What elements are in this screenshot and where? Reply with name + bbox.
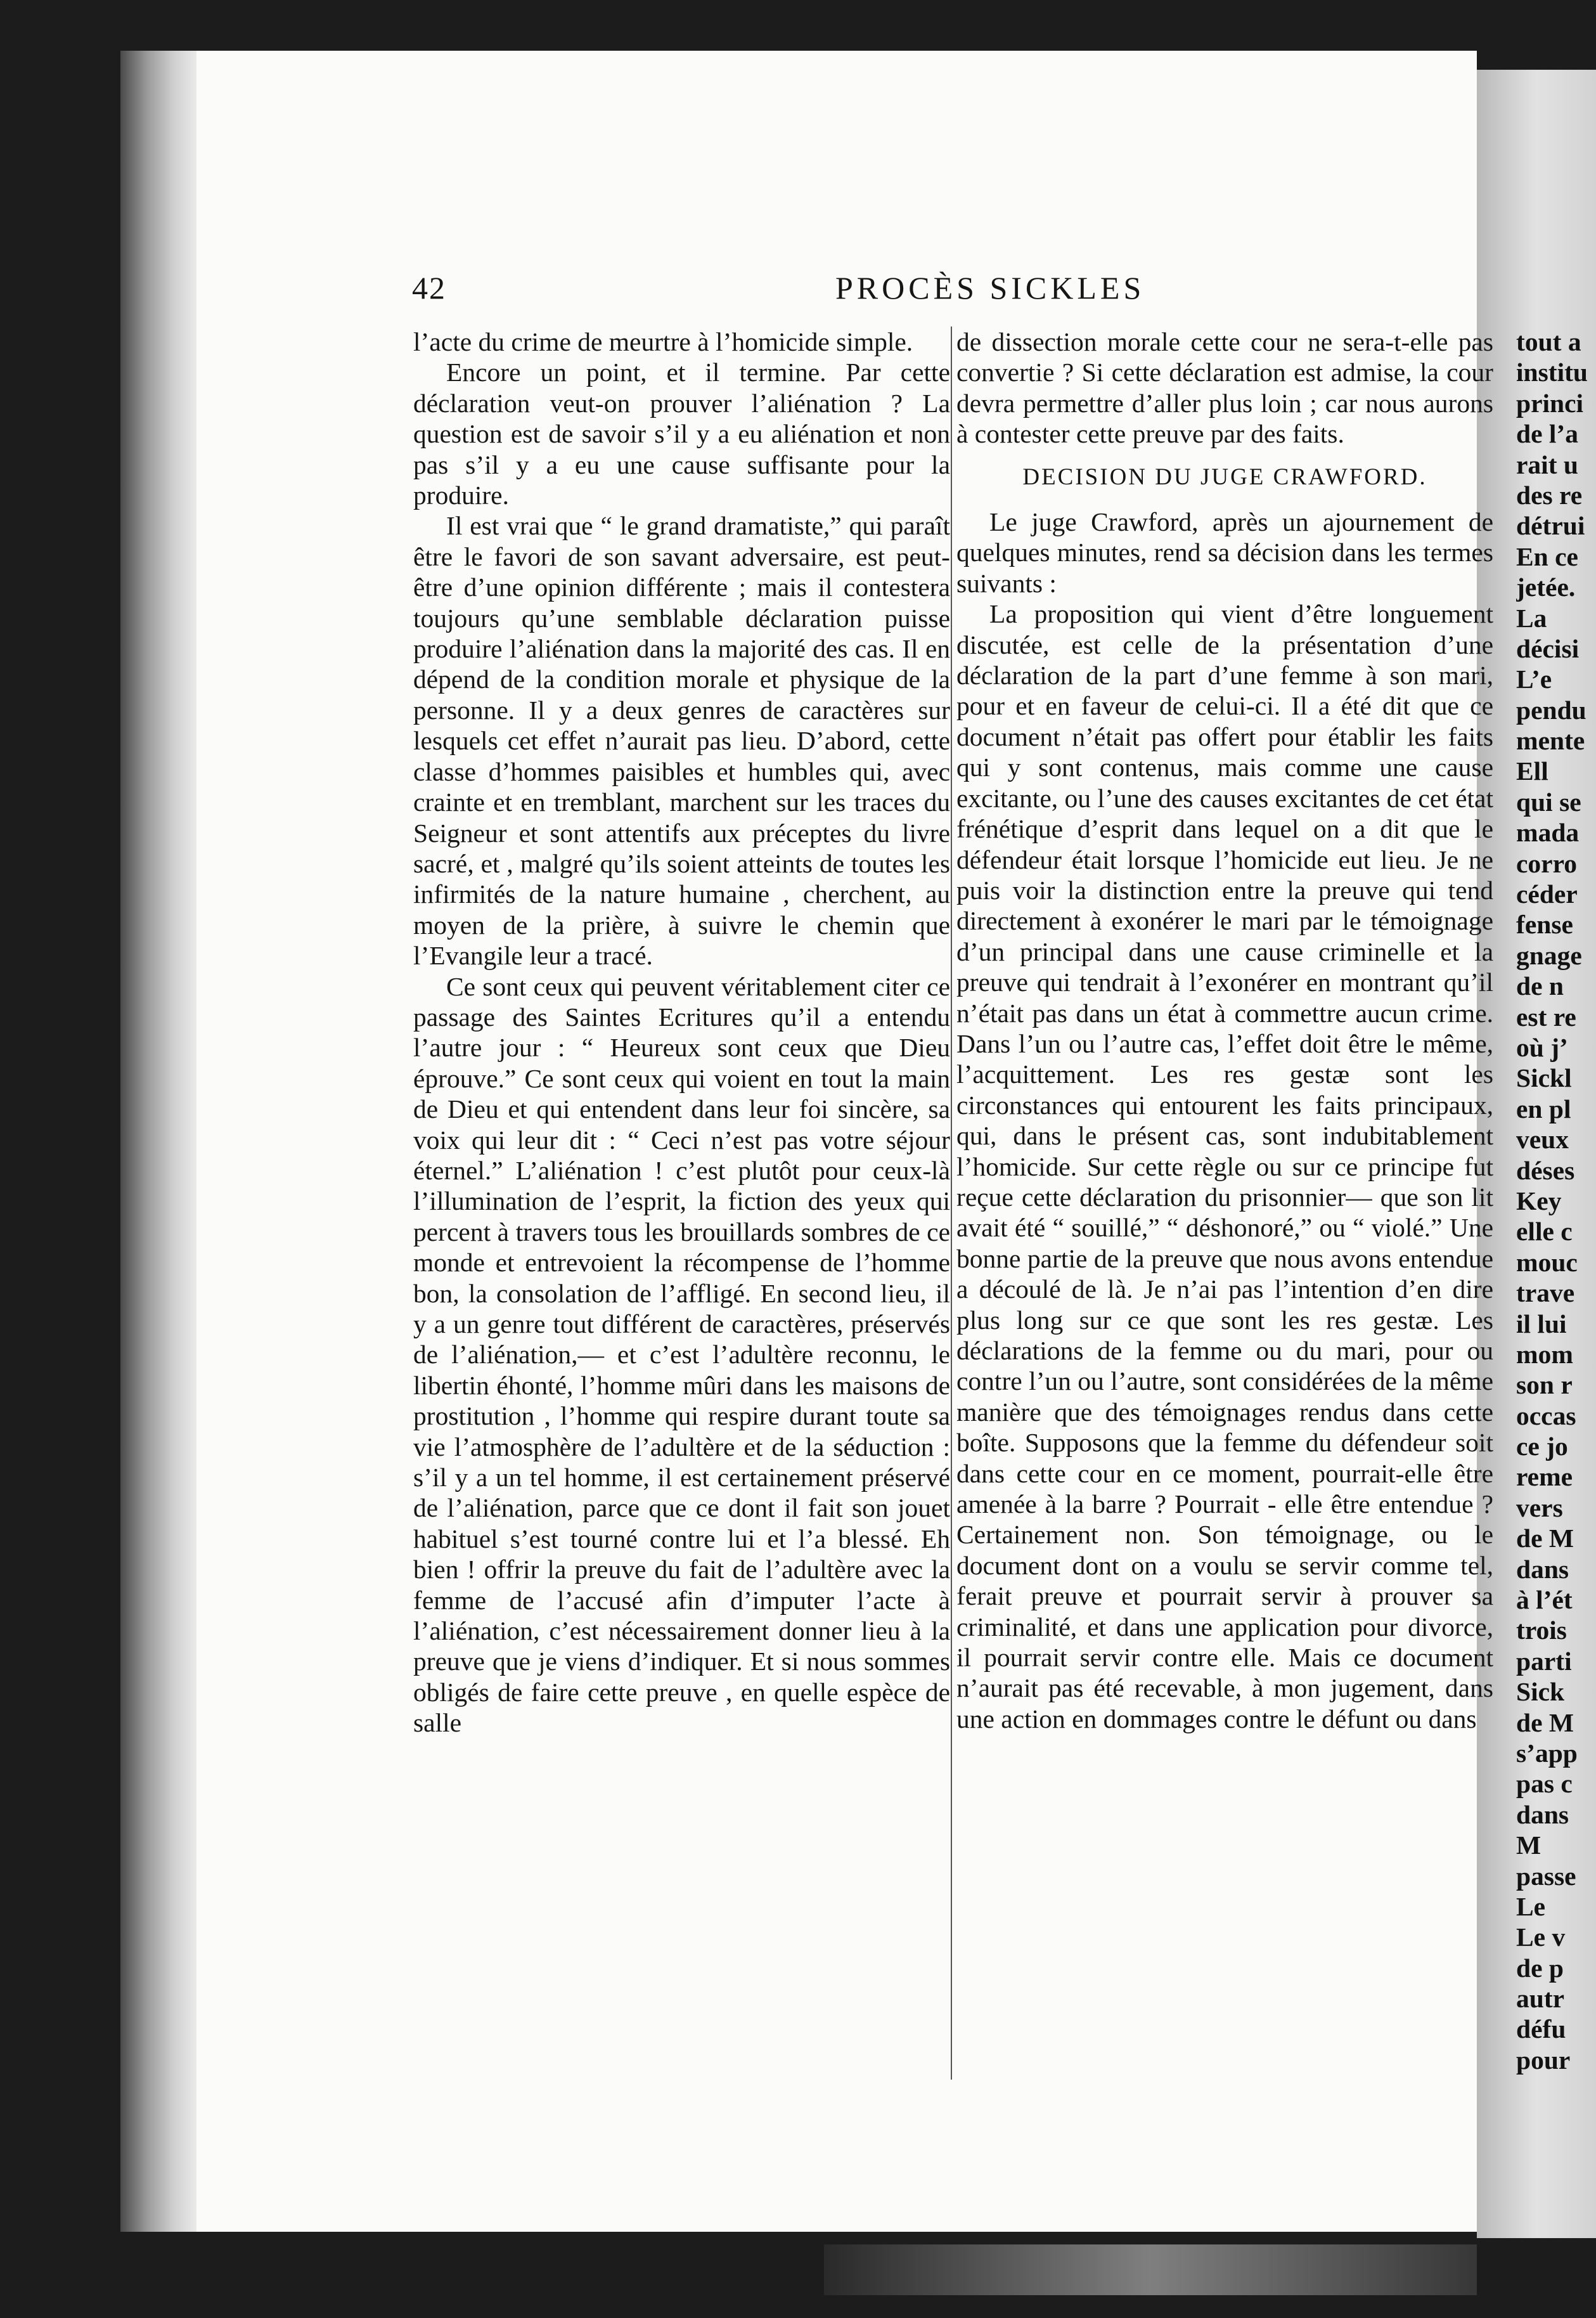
- fragment-line: de p: [1516, 1953, 1564, 1983]
- fragment-line: de n: [1516, 971, 1564, 1001]
- fragment-line: Ell: [1516, 756, 1548, 786]
- right-column: [956, 327, 1493, 1734]
- fragment-line: elle c: [1516, 1217, 1573, 1246]
- fragment-line: de l’a: [1516, 419, 1578, 449]
- paragraph: Encore un point, et il termine. Par cette déclaration veut-on prouver l’aliénation ? La question est de savoir s’il y a eu aliénation et non pas s’il y a eu une cause suffisante pour la produire.: [413, 358, 950, 510]
- fragment-line: trois: [1516, 1615, 1567, 1645]
- fragment-line: veux: [1516, 1125, 1569, 1155]
- fragment-line: Sick: [1516, 1677, 1565, 1707]
- fragment-line: mom: [1516, 1339, 1573, 1369]
- fragment-line: L’e: [1516, 664, 1552, 694]
- fragment-line: est re: [1516, 1002, 1576, 1032]
- running-head: PROCÈS SICKLES: [835, 270, 1145, 306]
- fragment-line: des re: [1516, 480, 1583, 510]
- scan-bottom-strip: [824, 2244, 1477, 2295]
- paragraph: Le juge Crawford, après un ajournement de quelques minutes, rend sa décision dans les termes suivants :: [956, 507, 1493, 598]
- page-number: 42: [412, 270, 446, 306]
- fragment-line: Le v: [1516, 1922, 1566, 1952]
- fragment-line: trave: [1516, 1278, 1575, 1308]
- fragment-line: Sickl: [1516, 1063, 1572, 1093]
- fragment-line: de M: [1516, 1524, 1574, 1553]
- fragment-line: de M: [1516, 1707, 1574, 1737]
- paragraph: La proposition qui vient d’être longuement discutée, est celle de la présentation d’une déclaration de la part d’une femme à son mari, pour et en faveur de celui-ci. Il a été dit que ce document n’était pas offert pour établir les faits qui y sont contenus, mais comme une cause excitante, ou l’une des causes excitantes de cet état frénétique d’esprit dans lequel on a dit que le défendeur était lorsque l’homicide eut lieu. Je ne puis voir la distinction entre la preuve qui tend directement à exonérer le mari par le témoignage d’un principal dans une cause criminelle et la preuve qui tendrait à l’exonérer en montrant qu’il n’était pas dans un état à commettre aucun crime. Dans l’un ou l’autre cas, l’effet doit être le même, l’acquittement. Les res gestæ sont les circonstances qui entourent les faits principaux, qui, dans le présent cas, sont indubitablement l’homicide. Sur cette règle ou sur ce principe fut reçue cette déclaration du prisonnier— que son lit avait été “ souillé,” “ déshonoré,” ou “ violé.” Une bonne partie de la preuve que nous avons entendue a découlé de là. Je n’ai pas l’intention d’en dire plus long sur ce que sont les res gestæ. Les déclarations de la femme ou du mari, pour ou contre l’un ou l’autre, sont considérées de la même manière que des témoignages rendus dans cette boîte. Supposons que la femme du défendeur soit dans cette cour en ce moment, pourrait-elle être amenée à la barre ? Pourrait - elle être entendue ? Certainement non. Son témoignage, ou le document dont on a voulu se servir comme tel, ferait preuve et pourrait servir à prouver sa criminalité, et dans une application pour divorce, il pourrait servir contre elle. Mais ce document n’aurait pas été recevable, à mon jugement, dans une action en dommages contre le défunt ou dans: [956, 599, 1493, 1733]
- fragment-line: Le: [1516, 1891, 1546, 1921]
- fragment-line: gnage: [1516, 940, 1582, 970]
- fragment-line: vers: [1516, 1492, 1563, 1522]
- fragment-line: mouc: [1516, 1247, 1578, 1277]
- paragraph: l’acte du crime de meurtre à l’homicide simple.: [413, 327, 913, 356]
- paragraph: de dissection morale cette cour ne sera-t-elle pas convertie ? Si cette déclaration est admise, la cour devra permettre d’aller plus loin ; car nous aurons à contester cette preuve par des faits.: [956, 327, 1493, 449]
- fragment-line: dans: [1516, 1799, 1569, 1829]
- fragment-line: décisi: [1516, 633, 1580, 663]
- paragraph: Ce sont ceux qui peuvent véritablement citer ce passage des Saintes Ecritures qu’il a entendu l’autre jour : “ Heureux sont ceux que Dieu éprouve.” Ce sont ceux qui voient en tout la main de Dieu et qui entendent dans leur foi sincère, sa voix qui leur dit : “ Ceci n’est pas votre séjour éternel.” L’aliénation ! c’est plutôt pour ceux-là l’illumination de l’esprit, la fiction des yeux qui percent à travers tous les brouillards sombres de ce monde et entrevoient la récompense de l’homme bon, la consolation de l’affligé. En second lieu, il y a un genre tout différent de caractères, préservés de l’aliénation,— et c’est l’adultère reconnu, le libertin éhonté, l’homme mûri dans les maisons de prostitution , l’homme qui respire durant toute sa vie l’atmosphère de l’adultère et de la séduction : s’il y a un tel homme, il est certainement préservé de l’aliénation, parce que ce dont il fait son jouet habituel s’est tourné contre lui et l’a blessé. Eh bien ! offrir la preuve du fait de l’adultère avec la femme de l’accusé afin d’imputer l’acte à l’aliénation, c’est nécessairement donner lieu à la preuve que je viens d’indiquer. Et si nous sommes obligés de faire cette preuve , en quelle espèce de salle: [413, 971, 950, 1738]
- fragment-line: s’app: [1516, 1738, 1578, 1768]
- fragment-line: mente: [1516, 726, 1585, 756]
- fragment-line: institu: [1516, 358, 1588, 387]
- fragment-line: en pl: [1516, 1094, 1571, 1123]
- fragment-line: détrui: [1516, 511, 1585, 541]
- fragment-line: à l’ét: [1516, 1585, 1573, 1615]
- fragment-line: fense: [1516, 910, 1573, 940]
- fragment-line: jetée.: [1516, 573, 1576, 602]
- fragment-line: céder: [1516, 879, 1578, 909]
- paragraph: Il est vrai que “ le grand dramatiste,” qui paraît être le favori de son savant adversaire, est peut-être d’une opinion différente ; mais il contestera toujours qu’une semblable déclaration puisse produire l’aliénation dans la majorité des cas. Il en dépend de la condition morale et physique de la personne. Il y a deux genres de caractères sur lesquels cet effet n’aurait pas lieu. D’abord, cette classe d’hommes paisibles et humbles qui, avec crainte et en tremblant, marchent sur les traces du Seigneur et sont attentifs aux préceptes du livre sacré, et , malgré qu’ils soient atteints de toutes les infirmités de la nature humaine , cherchent, au moyen de la prière, à suivre le chemin que l’Evangile leur a tracé.: [413, 511, 950, 971]
- fragment-line: mada: [1516, 818, 1580, 848]
- fragment-line: passe: [1516, 1861, 1576, 1891]
- fragment-line: occas: [1516, 1401, 1576, 1430]
- fragment-line: La: [1516, 603, 1547, 633]
- fragment-line: M: [1516, 1830, 1541, 1860]
- fragment-line: pendu: [1516, 695, 1586, 725]
- fragment-line: défu: [1516, 2014, 1566, 2044]
- fragment-line: parti: [1516, 1646, 1572, 1676]
- fragment-line: tout a: [1516, 327, 1581, 356]
- fragment-line: qui se: [1516, 787, 1581, 817]
- scan-binding-shadow: [120, 51, 196, 2232]
- fragment-line: dans: [1516, 1554, 1569, 1584]
- fragment-line: il lui: [1516, 1309, 1567, 1338]
- fragment-line: reme: [1516, 1462, 1573, 1492]
- fragment-line: déses: [1516, 1155, 1575, 1185]
- fragment-line: ce jo: [1516, 1432, 1568, 1461]
- fragment-line: princi: [1516, 388, 1584, 418]
- fragment-line: pas c: [1516, 1769, 1573, 1799]
- fragment-line: son r: [1516, 1370, 1573, 1400]
- facing-page-text-fragment: [1516, 327, 1596, 2075]
- left-column: [413, 327, 950, 1738]
- fragment-line: autr: [1516, 1984, 1565, 2014]
- column-rule: [951, 327, 952, 2080]
- fragment-line: pour: [1516, 2045, 1571, 2075]
- fragment-line: où j’: [1516, 1032, 1568, 1062]
- fragment-line: Key: [1516, 1186, 1562, 1215]
- fragment-line: corro: [1516, 848, 1578, 878]
- fragment-line: En ce: [1516, 541, 1578, 571]
- section-heading: DECISION DU JUGE CRAWFORD.: [1022, 463, 1427, 490]
- fragment-line: rait u: [1516, 450, 1578, 479]
